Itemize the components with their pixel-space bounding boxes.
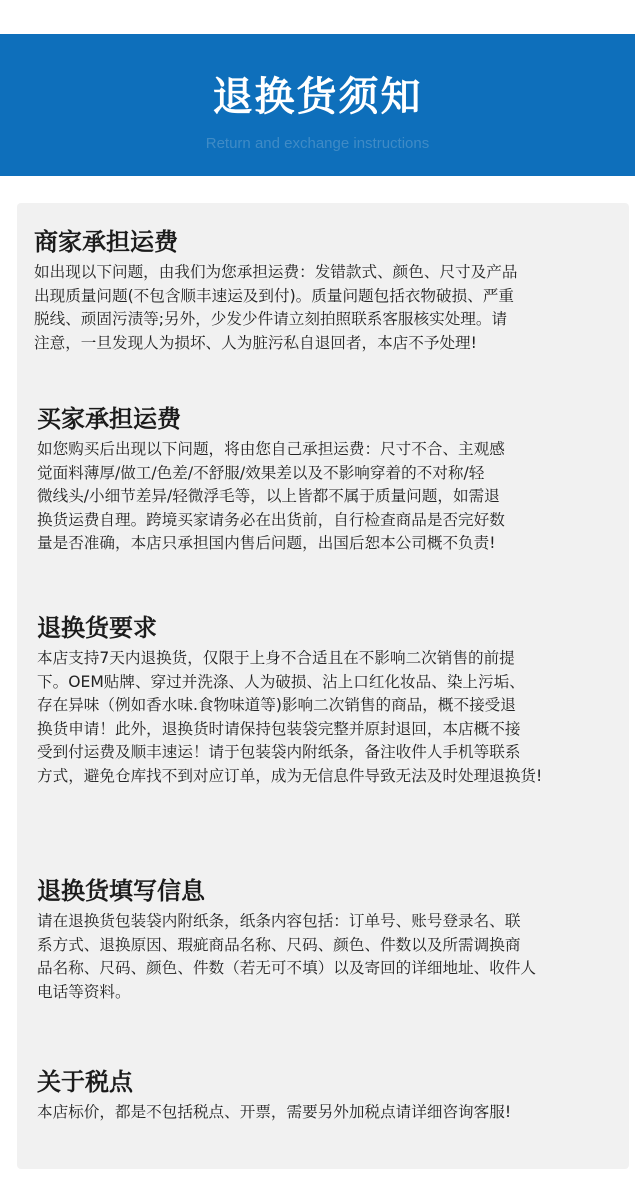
body-line: 存在异味（例如香水味.食物味道等)影响二次销售的商品，概不接受退 [37,696,516,714]
section-return-requirements [17,613,635,788]
body-line: 方式，避免仓库找不到对应订单，成为无信息件导致无法及时处理退换货! [37,766,543,785]
body-line: 品名称、尺码、颜色、件数（若无可不填）以及寄回的详细地址、收件人 [37,959,537,977]
body-line: 系方式、退换原因、瑕疵商品名称、尺码、颜色、件数以及所需调换商 [37,935,521,954]
section-body [37,1101,635,1125]
section-heading: 关于税点 [37,1068,133,1096]
section-body [37,910,635,1004]
page-subtitle: Return and exchange instructions [205,135,430,152]
section-heading: 退换货要求 [37,614,157,642]
section-heading: 退换货填写信息 [37,877,205,905]
body-line: 觉面料薄厚/做工/色差/不舒服/效果差以及不影响穿着的不对称/轻 [37,463,485,482]
section-seller-shipping [17,227,635,355]
body-line: 如出现以下问题，由我们为您承担运费：发错款式、颜色、尺寸及产品 [34,263,518,281]
body-line: 量是否准确，本店只承担国内售后问题，出国后恕本公司概不负责! [37,534,496,552]
body-line: 注意，一旦发现人为损坏、人为脏污私自退回者，本店不予处理! [34,333,477,352]
header-banner [0,34,635,176]
body-line: 出现质量问题(不包含顺丰速运及到付)。质量问题包括衣物破损、严重 [34,286,514,305]
body-line: 下。OEM贴牌、穿过并洗涤、人为破损、沾上口红化妆品、染上污垢、 [37,672,525,691]
section-heading: 买家承担运费 [37,405,181,433]
section-body [34,261,635,355]
body-line: 换货运费自理。跨境买家请务必在出货前，自行检查商品是否完好数 [37,510,505,529]
section-tax [17,1067,635,1125]
section-body [37,647,635,788]
section-return-info [17,876,635,1004]
page-title: 退换货须知 [212,74,423,120]
body-line: 电话等资料。 [37,982,131,1001]
body-line: 微线头/小细节差异/轻微浮毛等，以上皆都不属于质量问题，如需退 [37,487,500,505]
section-body [37,438,635,556]
body-line: 如您购买后出现以下问题，将由您自己承担运费：尺寸不合、主观感 [37,440,505,458]
body-line: 脱线、顽固污渍等;另外，少发少件请立刻拍照联系客服核实处理。请 [34,310,508,328]
body-line: 请在退换货包装袋内附纸条，纸条内容包括：订单号、账号登录名、联 [37,912,521,930]
body-line: 本店标价，都是不包括税点、开票，需要另外加税点请详细咨询客服! [37,1103,512,1121]
body-line: 受到付运费及顺丰速运！请于包装袋内附纸条，备注收件人手机等联系 [37,743,521,761]
section-buyer-shipping [17,404,635,556]
body-line: 换货申请！此外，退换货时请保持包装袋完整并原封退回，本店概不接 [37,719,521,738]
section-heading: 商家承担运费 [34,228,178,256]
content-panel [17,203,629,1169]
body-line: 本店支持7天内退换货，仅限于上身不合适且在不影响二次销售的前提 [37,649,515,667]
